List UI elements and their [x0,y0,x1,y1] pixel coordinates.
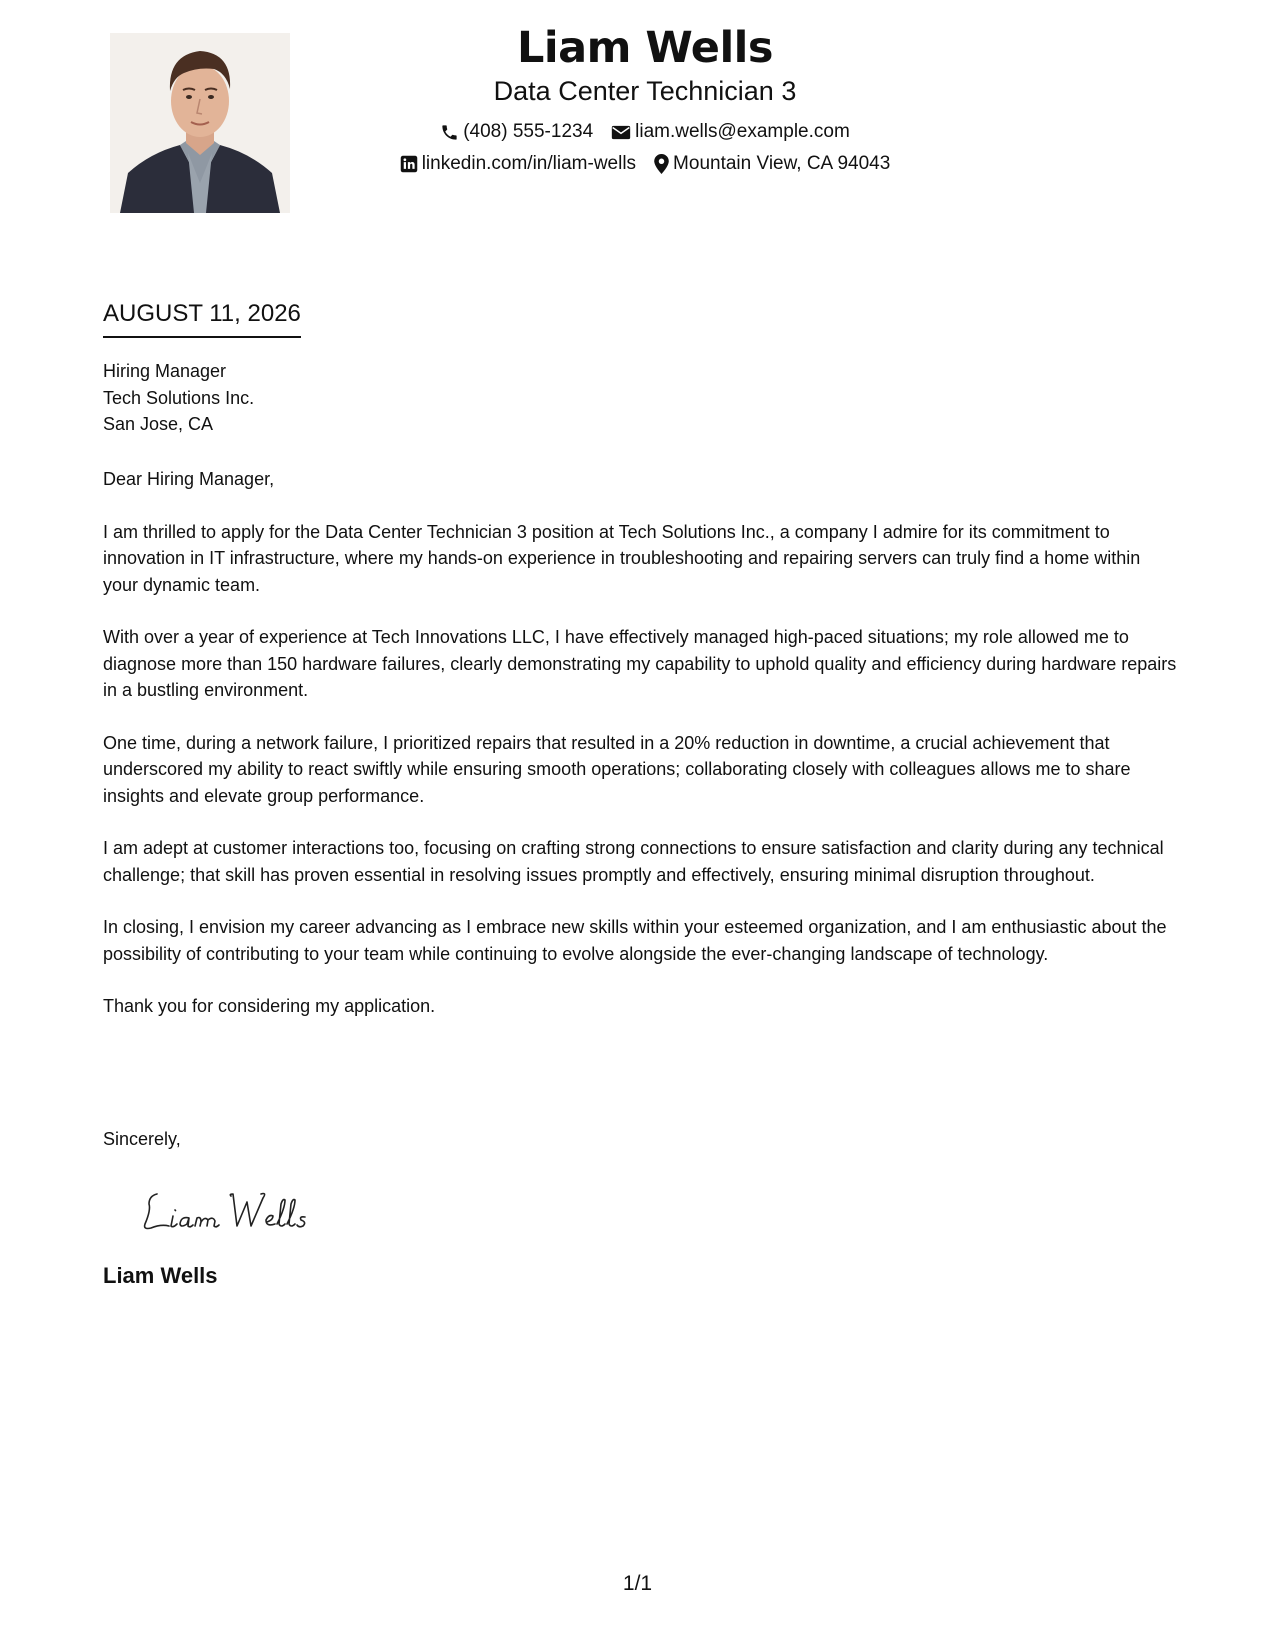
recipient-block [103,358,254,438]
salutation: Dear Hiring Manager, [103,469,275,489]
contact-row-primary [300,116,990,148]
paragraph: I am adept at customer interactions too, focusing on crafting strong connections to ensure satisfaction and clarity during any technical challenge; that skill has proven essential in resolving issues promptly and effectively, ensuring minimal disruption throughout. [103,838,1164,885]
location-text: Mountain View, CA 94043 [673,153,891,174]
contact-linkedin[interactable] [400,148,636,180]
signed-name: Liam Wells [103,1263,218,1288]
phone-icon [440,123,459,142]
contact-row-secondary [300,148,990,180]
contact-location [654,148,890,180]
phone-number: (408) 555-1234 [463,121,594,142]
paragraph: With over a year of experience at Tech Innovations LLC, I have effectively managed high-paced situations; my role allowed me to diagnose more than 150 hardware failures, clearly demonstrating my capability to uphold quality and efficiency during hardware repairs in a bustling environment. [103,627,1177,700]
closing: Sincerely, [103,1129,181,1149]
linkedin-icon [400,155,418,173]
contact-phone [440,116,593,148]
recipient-company: Tech Solutions Inc. [103,387,255,408]
letter-date: AUGUST 11, 2026 [103,298,301,338]
letter-body [103,466,1178,1046]
profile-photo [110,33,290,213]
page-number: 1/1 [622,1572,653,1595]
contact-email[interactable] [611,116,850,148]
recipient-location: San Jose, CA [103,414,214,434]
envelope-icon [611,124,631,141]
email-address[interactable]: liam.wells@example.com [635,121,850,142]
linkedin-url[interactable]: linkedin.com/in/liam-wells [421,153,637,174]
header [300,22,990,180]
recipient-name: Hiring Manager [103,361,227,381]
paragraph: In closing, I envision my career advancing as I embrace new skills within your esteemed organization, and I am enthusiastic about the possibility of contributing to your team while continuing to evolve alongside the ever-changing landscape of technology. [103,917,1167,964]
map-pin-icon [654,154,669,174]
paragraph: I am thrilled to apply for the Data Center Technician 3 position at Tech Solutions Inc., a company I admire for its commitment to innovation in IT infrastructure, where my hands-on experience in troubleshooting and repairing servers can truly find a home within your dynamic team. [103,521,1141,595]
handwritten-signature [135,1180,335,1240]
candidate-name: Liam Wells [516,23,774,73]
paragraph: One time, during a network failure, I prioritized repairs that resulted in a 20% reduction in downtime, a crucial achievement that underscored my ability to react swiftly while ensuring smooth operations; collaborating closely with colleagues allows me to share insights and elevate group performance. [103,732,1131,806]
paragraph: Thank you for considering my application. [103,996,436,1016]
job-title: Data Center Technician 3 [493,76,797,106]
